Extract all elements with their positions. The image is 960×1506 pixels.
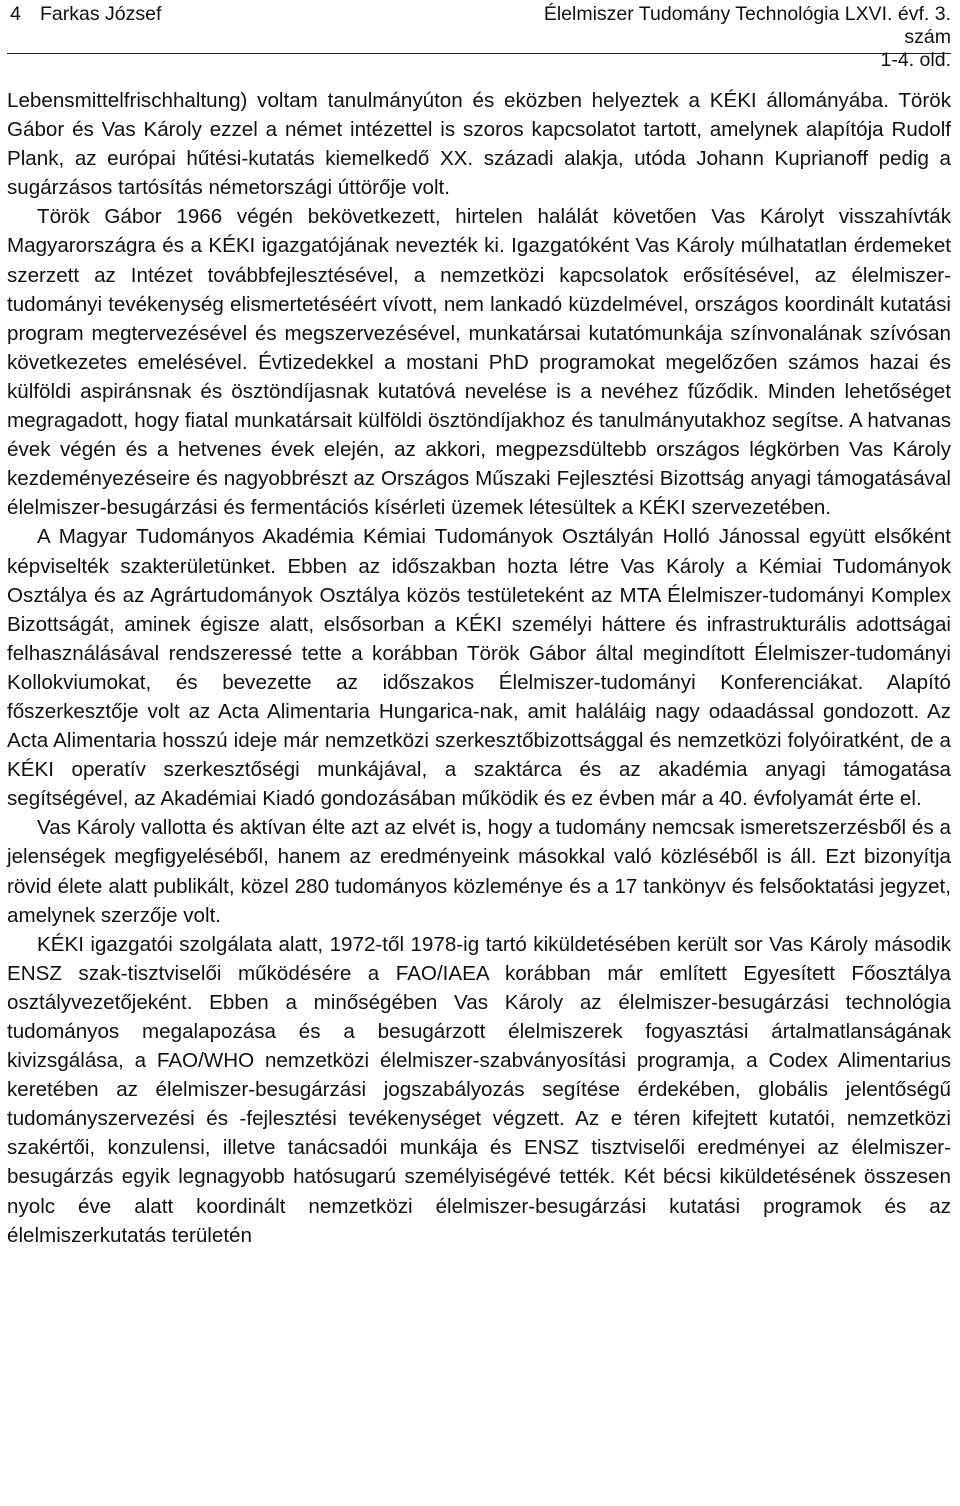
paragraph-un-service: KÉKI igazgatói szolgálata alatt, 1972-től 1978-ig tartó kiküldetésében került sor Vas Károly második ENSZ szak-tisztviselői működésére a FAO/IAEA korábban már említett Egyesített Főosztálya osztályvezetőjeként. Ebben a minőségében Vas Károly az élelmiszer-besugárzási technológia tudományos megalapozása és a besugárzott élelmiszerek fogyasztási ártalmatlanságának kivizsgálása, a FAO/WHO nemzetközi élelmiszer-szabványosítási programja, a Codex Alimentarius keretében az élelmiszer-besugárzási jogszabályozás segítése érdekében, globális jelentőségű tudományszervezési és -fejlesztési tevékenységet végzett. Az e téren kifejtett kutatói, nemzetközi szakértői, konzulensi, illetve tanácsadói munkája és ENSZ tisztviselői eredményei az élelmiszer-besugárzás egyik legnagyobb hatósugarú személyiségévé tették. Két bécsi kiküldetésének összesen nyolc éve alatt koordinált nemzetközi élelmiszer-besugárzási kutatási programok és az élelmiszerkutatás területén — [7, 932, 951, 1247]
journal-pages-line: 1-4. old. — [880, 49, 951, 71]
page-number: 4 — [10, 3, 21, 25]
paragraph-publications: Vas Károly vallotta és aktívan élte azt az elvét is, hogy a tudomány nemcsak ismeretszerzésből és a jelenségek megfigyeléséből, hanem az eredményeink másokkal való közléséből is áll. Ezt bizonyítja rövid élete alatt publikált, közel 280 tudományos közleménye és a 17 tankönyv és felsőoktatási jegyzet, amelynek szerzője volt. — [7, 816, 951, 927]
paragraph-directorship: Török Gábor 1966 végén bekövetkezett, hirtelen halálát követően Vas Károlyt visszahívták Magyarországra és a KÉKI igazgatójának nevezték ki. Igazgatóként Vas Károly múlhatatlan érdemeket szerzett az Intézet továbbfejlesztésével, a nemzetközi kapcsolatok erősítésével, az élelmiszer-tudományi tevékenység elismertetéséért vívott, nem lankadó küzdelmével, országos koordinált kutatási program megtervezésével és megszervezésével, munkatársai kutatómunkája színvonalának szívósan következetes emelésével. Évtizedekkel a mostani PhD programokat megelőzően számos hazai és külföldi aspiránsnak és ösztöndíjasnak kutatóvá nevelése is a nevéhez fűződik. Minden lehetőséget megragadott, hogy fiatal munkatársait külföldi ösztöndíjakhoz és tanulmányutakhoz segítse. A hatvanas évek végén és a hetvenes évek elején, az akkori, megpezsdültebb országos légkörben Vas Károly kezdeményezéseire és nagyobbrészt az Országos Műszaki Fejlesztési Bizottság anyagi támogatásával élelmiszer-besugárzási és fermentációs kísérleti üzemek létesültek a KÉKI szervezetében. — [7, 205, 951, 520]
paragraph-continuation: Lebensmittelfrischhaltung) voltam tanulmányúton és eközben helyeztek a KÉKI állományába. Török Gábor és Vas Károly ezzel a német intézettel is szoros kapcsolatot tartott, amelynek alapítója Rudolf Plank, az európai hűtési-kutatás kiemelkedő XX. századi alakja, utóda Johann Kuprianoff pedig a sugárzásos tartósítás németországi úttörője volt. — [7, 89, 951, 200]
paragraph-academy: A Magyar Tudományos Akadémia Kémiai Tudományok Osztályán Holló Jánossal együtt elsőként képviselték szakterületünket. Ebben az időszakban hozta létre Vas Károly a Kémiai Tudományok Osztálya és az Agrártudományok Osztálya közös testületeként az MTA Élelmiszer-tudományi Komplex Bizottságát, aminek égisze alatt, elsősorban a KÉKI személyi háttere és infrastrukturális adottságai felhasználásával rendszeressé tette a korábban Török Gábor által megindított Élelmiszer-tudományi Kollokviumokat, és bevezette az időszakos Élelmiszer-tudományi Konferenciákat. Alapító főszerkesztője volt az Acta Alimentaria Hungarica-nak, amit haláláig nagy odaadással gondozott. Az Acta Alimentaria hosszú ideje már nemzetközi szerkesztőbizottsággal és nemzetközi folyóiratként, de a KÉKI operatív szerkesztőségi munkájával, a szaktárca és az akadémia anyagi támogatása segítségével, az Akadémiai Kiadó gondozásában működik és ez évben már a 40. évfolyamát érte el. — [7, 525, 951, 811]
header-divider — [7, 53, 951, 54]
journal-reference — [521, 3, 951, 72]
article-author: Farkas József — [40, 3, 162, 25]
article-body — [7, 86, 951, 1250]
journal-title-line: Élelmiszer Tudomány Technológia LXVI. évf. 3. szám — [543, 3, 951, 48]
page-header — [10, 3, 951, 71]
